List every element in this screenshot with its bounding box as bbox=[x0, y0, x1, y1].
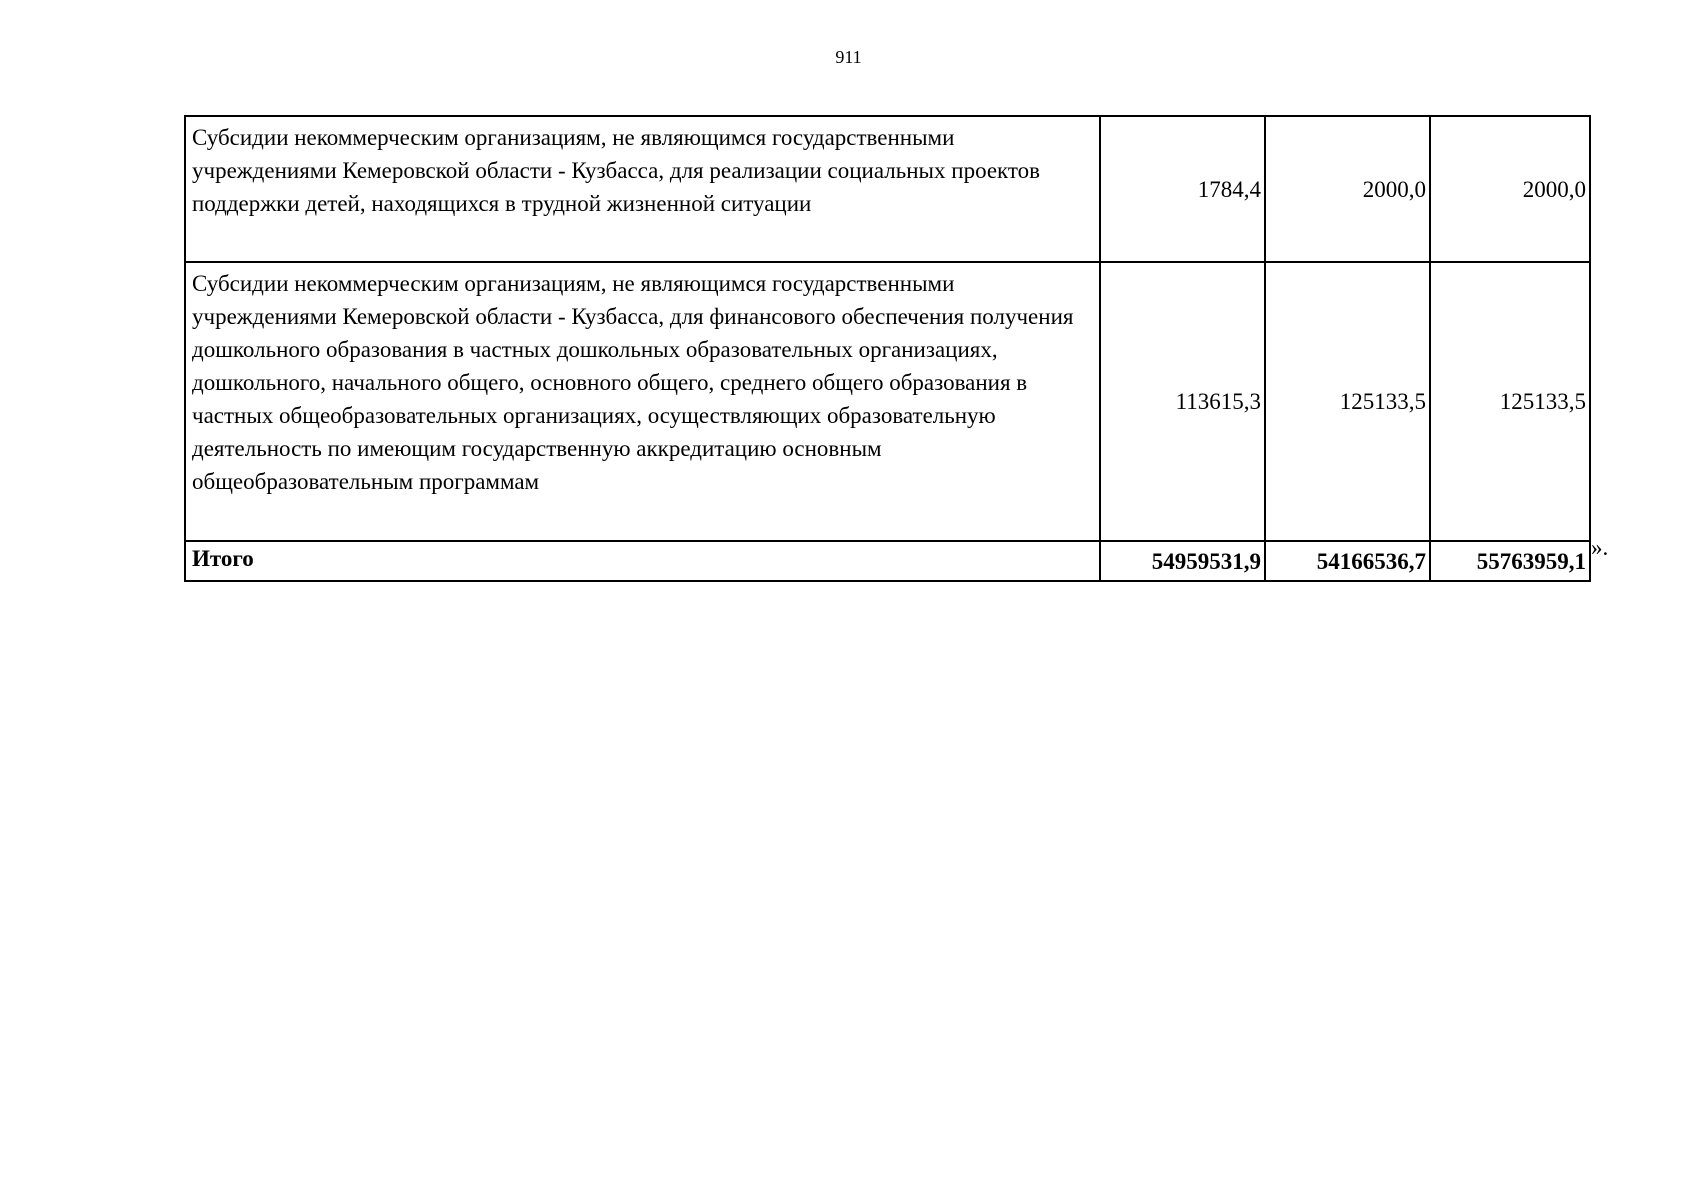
value-cell: 113615,3 bbox=[1100, 262, 1265, 541]
value-cell: 125133,5 bbox=[1265, 262, 1430, 541]
closing-quote-mark: ». bbox=[1591, 535, 1609, 560]
table-row bbox=[185, 262, 1590, 541]
budget-table bbox=[184, 115, 1591, 582]
value-cell: 2000,0 bbox=[1430, 116, 1590, 262]
value-cell: 1784,4 bbox=[1100, 116, 1265, 262]
total-value: 54959531,9 bbox=[1100, 541, 1265, 581]
total-label: Итого bbox=[185, 541, 1100, 581]
value-cell: 125133,5 bbox=[1430, 262, 1590, 541]
row-name-cell: Субсидии некоммерческим организациям, не являющимся государственными учреждениями Кемеровской области - Кузбасса, для финансового обеспечения получения дошкольного образования в частных дошкольных образовательных организациях, дошкольного, начального общего, основного общего, среднего общего образования в частных общеобразовательных организациях, осуществляющих образовательную деятельность по имеющим государственную аккредитацию основным общеобразовательным программам bbox=[185, 262, 1100, 541]
row-name-cell: Субсидии некоммерческим организациям, не являющимся государственными учреждениями Кемеровской области - Кузбасса, для реализации социальных проектов поддержки детей, находящихся в трудной жизненной ситуации bbox=[185, 116, 1100, 262]
table-row bbox=[185, 116, 1590, 262]
value-cell: 2000,0 bbox=[1265, 116, 1430, 262]
total-row bbox=[185, 541, 1590, 581]
total-value: 55763959,1 bbox=[1430, 541, 1590, 581]
page-number: 911 bbox=[835, 47, 862, 67]
total-value: 54166536,7 bbox=[1265, 541, 1430, 581]
